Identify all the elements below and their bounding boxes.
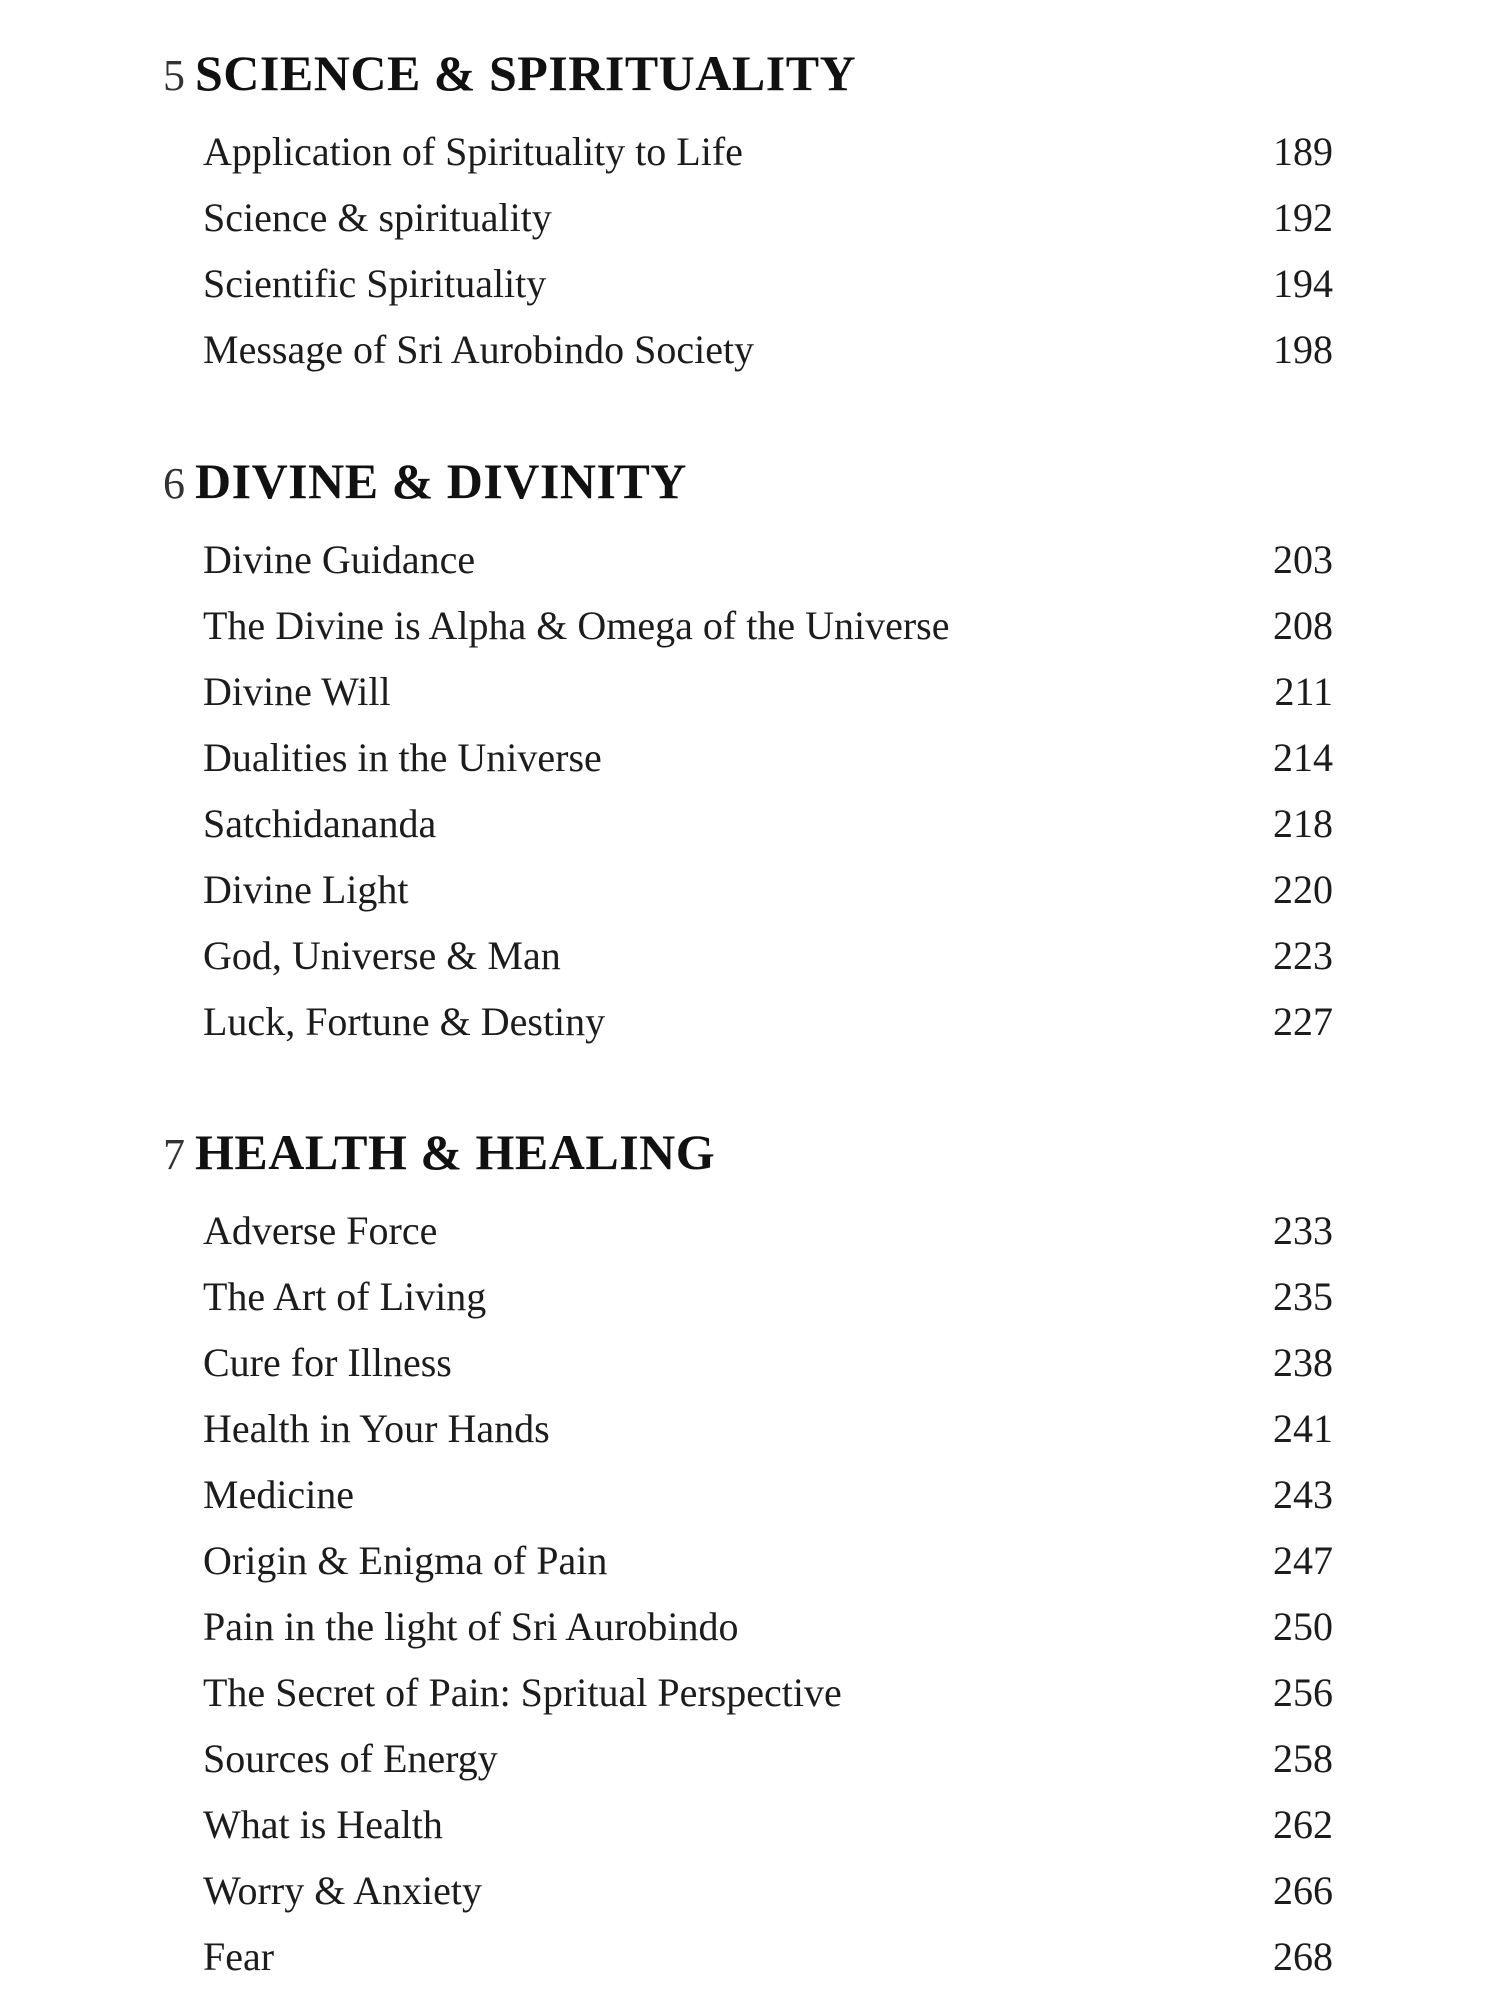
entry-page-number: 235 <box>1273 1274 1333 1319</box>
entry-page-number: 233 <box>1273 1208 1333 1253</box>
section-number: 6 <box>163 459 185 508</box>
toc-entry[interactable] <box>203 989 1333 1055</box>
entry-title: Dualities in the Universe <box>203 735 602 780</box>
toc-entry[interactable] <box>203 1792 1333 1858</box>
toc-entry[interactable] <box>203 251 1333 317</box>
entry-title: Adverse Force <box>203 1208 438 1253</box>
toc-entry[interactable] <box>203 1528 1333 1594</box>
section-title: HEALTH & HEALING <box>195 1124 716 1180</box>
toc-entry[interactable] <box>203 923 1333 989</box>
toc-entry[interactable] <box>203 1726 1333 1792</box>
toc-entry[interactable] <box>203 1660 1333 1726</box>
toc-entry[interactable] <box>203 119 1333 185</box>
entry-page-number: 262 <box>1273 1802 1333 1847</box>
toc-entry[interactable] <box>203 857 1333 923</box>
toc-entry[interactable] <box>203 1198 1333 1264</box>
toc-entry[interactable] <box>203 1924 1333 1990</box>
toc-entry[interactable] <box>203 1330 1333 1396</box>
entry-title: Fear <box>203 1934 275 1979</box>
entry-page-number: 198 <box>1273 327 1333 372</box>
section-title: DIVINE & DIVINITY <box>195 453 687 509</box>
entry-page-number: 247 <box>1273 1538 1333 1583</box>
entry-title: Health in Your Hands <box>203 1406 550 1451</box>
entry-title: Divine Guidance <box>203 537 476 582</box>
entry-title: Worry & Anxiety <box>203 1868 482 1913</box>
entry-page-number: 268 <box>1273 1934 1333 1979</box>
entry-title: The Secret of Pain: Spritual Perspective <box>203 1670 842 1715</box>
entry-title: The Art of Living <box>203 1274 487 1319</box>
toc-entry[interactable] <box>203 185 1333 251</box>
entry-page-number: 194 <box>1273 261 1333 306</box>
entry-page-number: 208 <box>1273 603 1333 648</box>
entry-title: Science & spirituality <box>203 195 552 240</box>
entry-page-number: 203 <box>1273 537 1333 582</box>
toc-entry[interactable] <box>203 1264 1333 1330</box>
entry-title: Divine Light <box>203 867 409 912</box>
toc-entry[interactable] <box>203 593 1333 659</box>
entry-title: Divine Will <box>203 669 391 714</box>
entry-page-number: 223 <box>1273 933 1333 978</box>
entry-title: Medicine <box>203 1472 355 1517</box>
entry-title: Satchidananda <box>203 801 437 846</box>
entry-page-number: 258 <box>1273 1736 1333 1781</box>
toc-entry[interactable] <box>203 725 1333 791</box>
entry-title: Application of Spirituality to Life <box>203 129 743 174</box>
toc-entry[interactable] <box>203 659 1333 725</box>
entry-title: Message of Sri Aurobindo Society <box>203 327 755 372</box>
section-heading <box>163 38 856 108</box>
entry-page-number: 192 <box>1273 195 1333 240</box>
entry-title: What is Health <box>203 1802 443 1847</box>
entry-title: Scientific Spirituality <box>203 261 547 306</box>
entry-page-number: 243 <box>1273 1472 1333 1517</box>
entry-page-number: 266 <box>1273 1868 1333 1913</box>
entry-title: The Divine is Alpha & Omega of the Universe <box>203 603 950 648</box>
entry-title: Origin & Enigma of Pain <box>203 1538 608 1583</box>
toc-entry[interactable] <box>203 527 1333 593</box>
entry-page-number: 220 <box>1273 867 1333 912</box>
entry-page-number: 227 <box>1273 999 1333 1044</box>
entry-page-number: 250 <box>1273 1604 1333 1649</box>
entry-title: Cure for Illness <box>203 1340 452 1385</box>
toc-entry[interactable] <box>203 1396 1333 1462</box>
entry-title: Luck, Fortune & Destiny <box>203 999 606 1044</box>
entry-page-number: 256 <box>1273 1670 1333 1715</box>
entry-page-number: 189 <box>1273 129 1333 174</box>
section-title: SCIENCE & SPIRITUALITY <box>195 45 857 101</box>
entry-page-number: 214 <box>1273 735 1333 780</box>
entry-page-number: 218 <box>1273 801 1333 846</box>
entry-title: Pain in the light of Sri Aurobindo <box>203 1604 739 1649</box>
toc-entry[interactable] <box>203 1858 1333 1924</box>
entry-title: Sources of Energy <box>203 1736 498 1781</box>
toc-entry[interactable] <box>203 1594 1333 1660</box>
toc-entry[interactable] <box>203 317 1333 383</box>
section-number: 7 <box>163 1130 185 1179</box>
entry-page-number: 238 <box>1273 1340 1333 1385</box>
section-heading <box>163 446 687 516</box>
section-number: 5 <box>163 51 185 100</box>
toc-entry[interactable] <box>203 1462 1333 1528</box>
entry-page-number: 211 <box>1274 669 1333 714</box>
toc-entry[interactable] <box>203 791 1333 857</box>
entry-title: God, Universe & Man <box>203 933 561 978</box>
entry-page-number: 241 <box>1273 1406 1333 1451</box>
section-heading <box>163 1117 715 1187</box>
